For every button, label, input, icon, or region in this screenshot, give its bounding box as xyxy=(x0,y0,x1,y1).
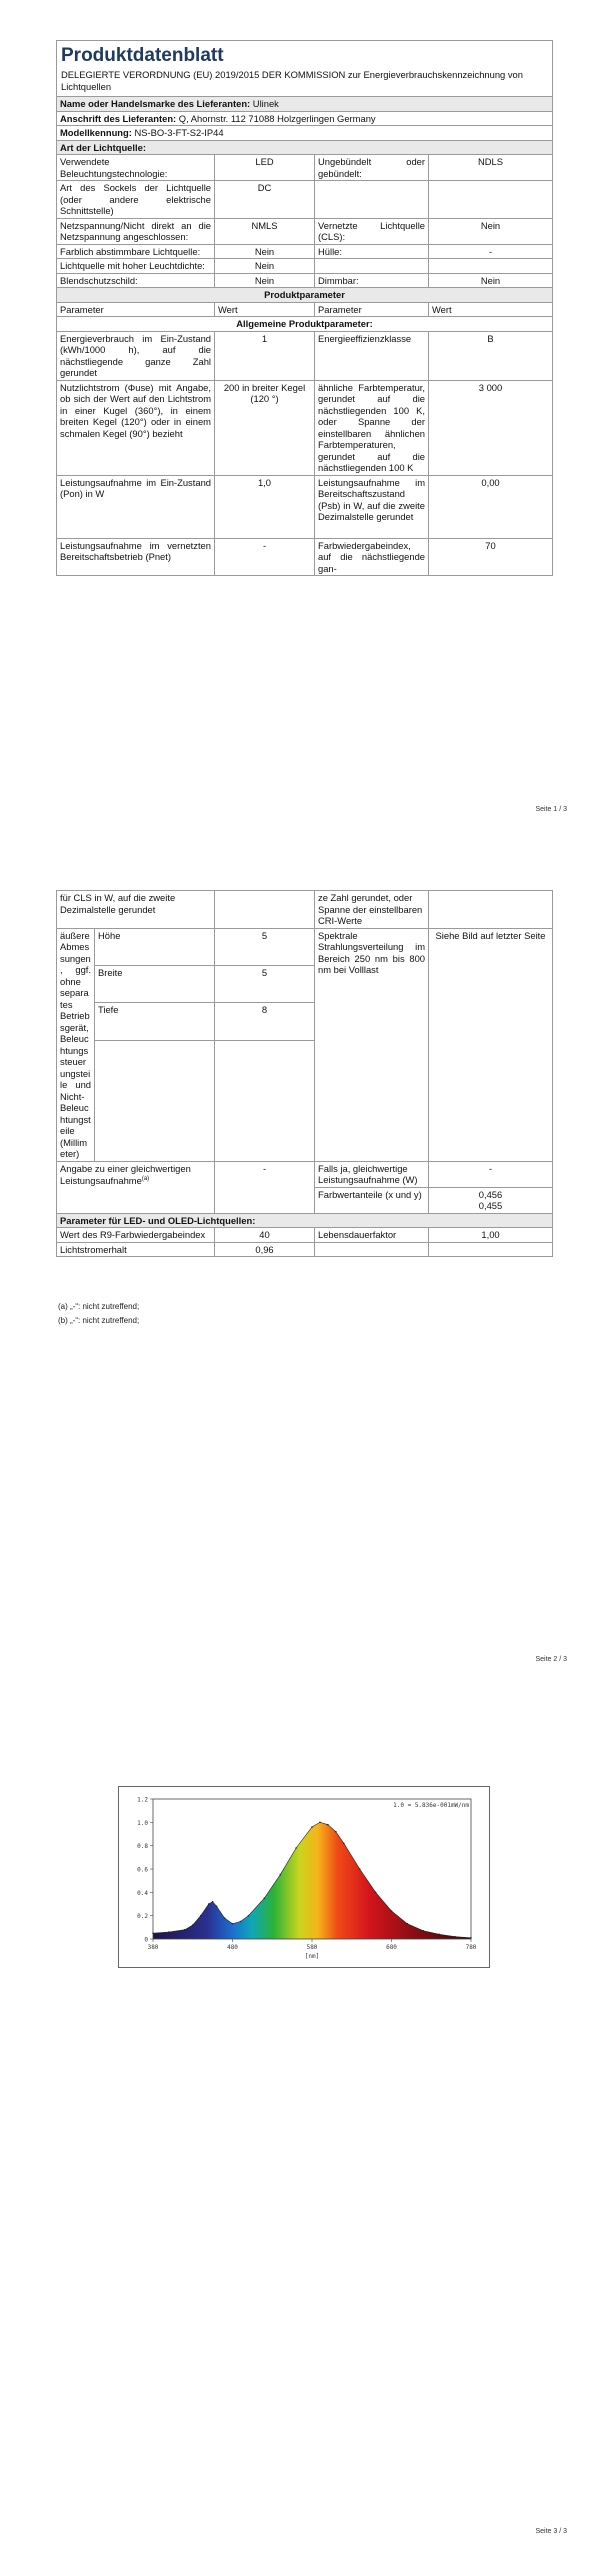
light-row: Farblich abstimmbare Lichtquelle: Nein Hülle: - xyxy=(57,244,553,259)
dimension-row: äußere Abmessungen, ggf. ohne separates Betriebsgerät, Beleuchtungssteuerungsteile und Nicht-Beleuchtungsteile (Millimeter) Höhe 5 Spektrale Strahlungsverteilung im Bereich 250 nm bis 800 nm bei Volllast Siehe Bild auf letzter Seite xyxy=(57,928,553,965)
data-point xyxy=(335,1831,337,1833)
data-point xyxy=(327,1824,329,1826)
legend-label: 1.0 = 5.836e-001mW/nm xyxy=(393,1802,469,1809)
data-point xyxy=(216,1906,218,1908)
light-row: Verwendete Beleuchtungstechnologie: LED Ungebündelt oder gebündelt: NDLS xyxy=(57,155,553,181)
color-share-row: Farbwertanteile (x und y) 0,456 0,455 xyxy=(57,1187,553,1213)
data-point xyxy=(311,1826,313,1828)
column-headers: Parameter Wert Parameter Wert xyxy=(57,302,553,317)
data-point xyxy=(375,1892,377,1894)
y-tick-label: 0.8 xyxy=(137,1843,148,1851)
light-row: Blendschutzschild: Nein Dimmbar: Nein xyxy=(57,273,553,288)
model-row: Modellkennung: NS-BO-3-FT-S2-IP44 xyxy=(57,126,553,141)
datasheet-table-page2 xyxy=(56,890,553,1257)
light-row: Netzspannung/Nicht direkt an die Netzspannung angeschlossen: NMLS Vernetzte Lichtquelle (CLS): Nein xyxy=(57,218,553,244)
page-subtitle: DELEGIERTE VERORDNUNG (EU) 2019/2015 DER KOMMISSION zur Energieverbrauchskennzeichnung von Lichtquellen xyxy=(61,69,523,92)
dimension-row: Breite 5 xyxy=(57,965,553,1002)
continuation-row: für CLS in W, auf die zweite Dezimalstelle gerundet ze Zahl gerundet, oder Spanne der einstellbaren CRI-Werte xyxy=(57,891,553,929)
x-tick-label: 680 xyxy=(386,1944,397,1951)
data-point xyxy=(232,1923,234,1925)
led-header: Parameter für LED- und OLED-Lichtquellen: xyxy=(57,1213,553,1228)
data-point xyxy=(184,1929,186,1931)
y-tick-label: 0.2 xyxy=(137,1913,148,1921)
data-point xyxy=(208,1903,210,1905)
light-type-header: Art der Lichtquelle: xyxy=(57,140,553,155)
data-point xyxy=(240,1921,242,1923)
data-point xyxy=(279,1874,281,1876)
spectrum-chart xyxy=(118,1786,490,1968)
footnote: (b) „-“: nicht zutreffend; xyxy=(58,1316,140,1325)
data-point xyxy=(454,1936,456,1938)
flux-row: Lichtstromerhalt 0,96 xyxy=(57,1242,553,1257)
data-point xyxy=(423,1930,425,1932)
r9-row: Wert des R9-Farbwiedergabeindex 40 Lebensdauerfaktor 1,00 xyxy=(57,1228,553,1243)
data-point xyxy=(319,1822,321,1824)
general-row: Energieverbrauch im Ein-Zustand (kWh/1000 h), auf die nächstliegende ganze Zahl gerundet 1 Energieeffizienzklasse B xyxy=(57,331,553,380)
data-point xyxy=(168,1931,170,1933)
data-point xyxy=(264,1897,266,1899)
data-point xyxy=(248,1915,250,1917)
y-tick-label: 0.6 xyxy=(137,1866,148,1874)
y-tick-label: 1.0 xyxy=(137,1819,148,1827)
x-axis-label: [nm] xyxy=(304,1953,320,1960)
data-point xyxy=(343,1843,345,1845)
address-row: Anschrift des Lieferanten: Q, Ahornstr. 112 71088 Holzgerlingen Germany xyxy=(57,111,553,126)
data-point xyxy=(200,1915,202,1917)
footnote: (a) „-“: nicht zutreffend; xyxy=(58,1302,140,1311)
x-tick-label: 780 xyxy=(465,1944,477,1951)
y-tick-label: 1.2 xyxy=(137,1796,148,1804)
page-number: Seite 3 / 3 xyxy=(535,2528,567,2535)
x-tick-label: 380 xyxy=(147,1944,159,1951)
dimension-row: Tiefe 8 xyxy=(57,1003,553,1040)
page-1 xyxy=(0,0,603,840)
data-point xyxy=(192,1924,194,1926)
x-tick-label: 580 xyxy=(306,1944,318,1951)
page-2 xyxy=(0,840,603,1700)
general-header: Allgemeine Produktparameter: xyxy=(57,317,553,332)
data-point xyxy=(438,1934,440,1936)
y-tick-label: 0.4 xyxy=(137,1889,148,1897)
data-point xyxy=(407,1923,409,1925)
equiv-row: Angabe zu einer gleichwertigen Leistungsaufnahme$^{(a)}$ - Falls ja, gleichwertige Leistungsaufnahme (W) - xyxy=(57,1161,553,1187)
params-header: Produktparameter xyxy=(57,288,553,303)
data-point xyxy=(295,1847,297,1849)
page-title: Produktdatenblatt xyxy=(61,45,224,66)
light-row: Art des Sockels der Lichtquelle (oder andere elektrische Schnittstelle) DC xyxy=(57,181,553,219)
datasheet-table-page1 xyxy=(56,40,553,576)
data-point xyxy=(391,1910,393,1912)
light-row: Lichtquelle mit hoher Leuchtdichte: Nein xyxy=(57,259,553,274)
y-tick-label: 0 xyxy=(144,1936,148,1944)
data-point xyxy=(212,1901,214,1903)
general-row: Leistungsaufnahme im Ein-Zustand (Pon) in W 1,0 Leistungsaufnahme im Bereitschaftszustand (Psb) in W, auf die zweite Dezimalstelle gerundet 0,00 xyxy=(57,475,553,538)
general-row: Nutzlichtstrom (Φuse) mit Angabe, ob sich der Wert auf den Lichtstrom in einer Kugel (360°), in einem breiten Kegel (120°) oder in einem schmalen Kegel (90°) bezieht 200 in breiter Kegel (120 °) ähnliche Farbtemperatur, gerundet auf die nächstliegenden 100 K, oder Spanne der einstellbaren ähnlichen Farbtemperaturen, gerundet auf die nächstliegenden 100 K 3 000 xyxy=(57,380,553,475)
supplier-row: Name oder Handelsmarke des Lieferanten: Ulinek xyxy=(57,97,553,112)
page-number: Seite 1 / 3 xyxy=(535,806,567,813)
x-tick-label: 480 xyxy=(227,1944,238,1951)
data-point xyxy=(359,1868,361,1870)
data-point xyxy=(224,1917,226,1919)
spectrum-area xyxy=(153,1822,471,1939)
general-row: Leistungsaufnahme im vernetzten Bereitschaftsbetrieb (Pnet) - Farbwiedergabeindex, auf die nächstliegende gan- 70 xyxy=(57,538,553,576)
spectrum-svg xyxy=(119,1787,489,1967)
page-number: Seite 2 / 3 xyxy=(535,1656,567,1663)
